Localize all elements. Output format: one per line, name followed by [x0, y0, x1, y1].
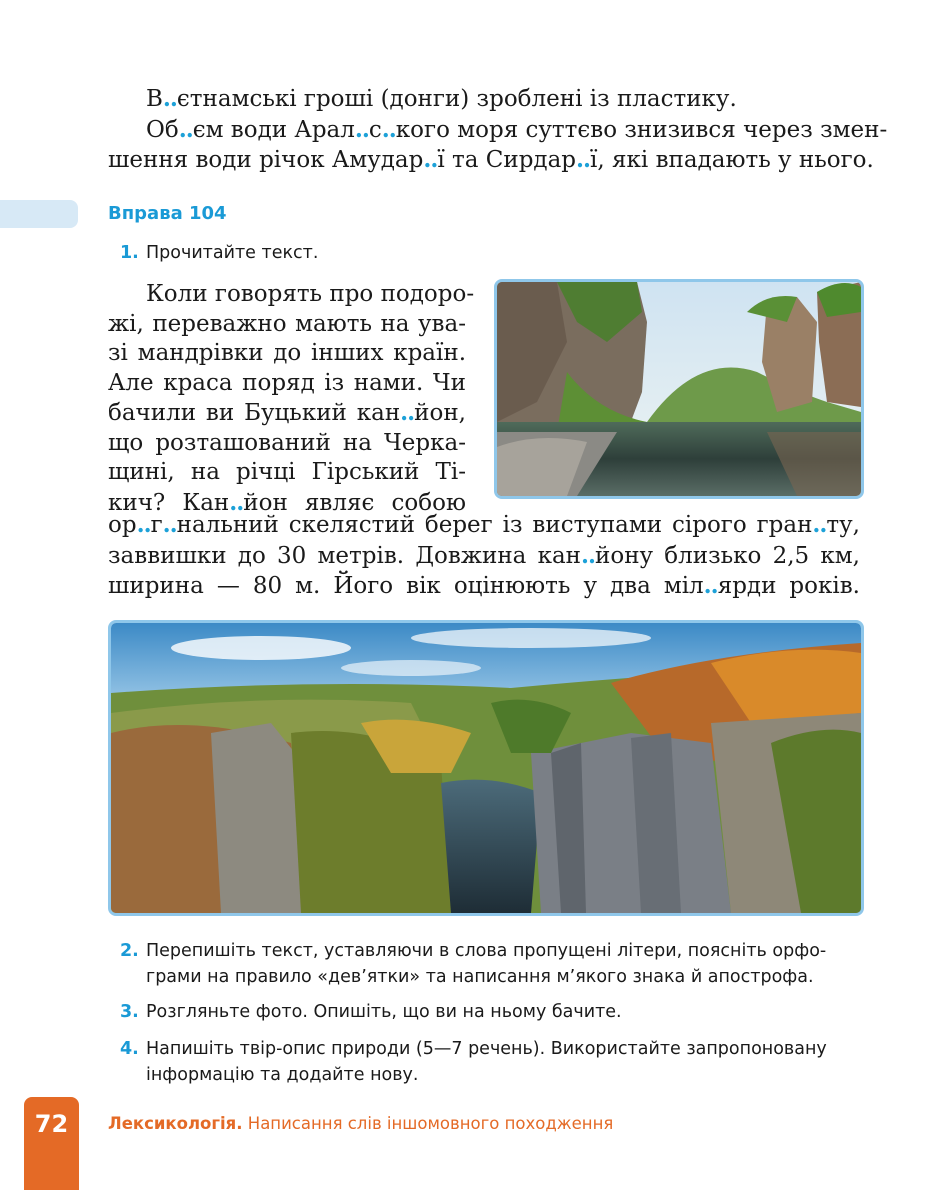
- task-1: [120, 240, 318, 266]
- intro-sentence-2-line-1: Об..єм води Арал..с..кого моря суттєво знизився через змен-: [146, 115, 888, 143]
- task-4-line-2: інформацію та додайте нову.: [146, 1065, 419, 1085]
- intro-sentence-2-line-2: шення води річок Амудар..ї та Сирдар..ї, які впадають у нього.: [108, 146, 874, 173]
- text-line: кич? Кан..йон являє собою: [108, 488, 466, 516]
- text-line: зі мандрівки до інших країн.: [108, 340, 466, 366]
- task-4-number: 4.: [120, 1039, 139, 1059]
- task-4-line-1: Напишіть твір-опис природи (5—7 речень). Використайте запропоновану: [146, 1039, 827, 1059]
- task-2: [120, 938, 860, 990]
- task-3: [120, 999, 860, 1025]
- text-line: що розташований на Черка-: [108, 429, 466, 456]
- text-line: ор..г..нальний скелястий берег із виступами сірого гран..ту,: [108, 511, 860, 538]
- task-2-line-2: грами на правило «дев’ятки» та написання м’якого знака й апострофа.: [146, 967, 814, 987]
- reading-text-wrapped: [108, 280, 475, 518]
- task-1-text: Прочитайте текст.: [146, 243, 319, 263]
- footer-topic: Написання слів іншомовного походження: [247, 1114, 614, 1133]
- canyon-river-photo: [494, 279, 864, 499]
- task-4: [120, 1036, 860, 1088]
- exercise-title: Вправа 104: [108, 203, 227, 224]
- text-line: бачили ви Буцький кан..йон,: [108, 399, 466, 426]
- footer-section: Лексикологія.: [108, 1114, 243, 1133]
- task-2-line-1: Перепишіть текст, уставляючи в слова пропущені літери, поясніть орфо-: [146, 941, 827, 961]
- autumn-canyon-image: [111, 623, 861, 913]
- text-line: щині, на річці Гірський Ті-: [108, 459, 466, 485]
- text-line: Але краса поряд із нами. Чи: [108, 369, 466, 396]
- intro-sentence-1: В..єтнамські гроші (донги) зроблені із пластику.: [146, 85, 737, 112]
- reading-text-full: [108, 510, 860, 602]
- text-line: ширина — 80 м. Його вік оцінюють у два міл..ярди років.: [108, 572, 860, 599]
- task-1-number: 1.: [120, 243, 139, 263]
- task-2-number: 2.: [120, 941, 139, 961]
- autumn-canyon-photo: [108, 620, 864, 916]
- exercise-tab-marker: [0, 200, 78, 228]
- running-footer: [108, 1114, 613, 1133]
- text-line: заввишки до 30 метрів. Довжина кан..йону близько 2,5 км,: [108, 541, 860, 569]
- intro-text: [108, 84, 888, 176]
- page-number: 72: [34, 1110, 69, 1138]
- task-3-number: 3.: [120, 1002, 139, 1022]
- task-3-text: Розгляньте фото. Опишіть, що ви на ньому бачите.: [146, 1002, 622, 1022]
- text-line: Коли говорять про подоро-: [146, 281, 475, 307]
- text-line: жі, переважно мають на ува-: [108, 310, 466, 337]
- canyon-river-image: [497, 282, 861, 496]
